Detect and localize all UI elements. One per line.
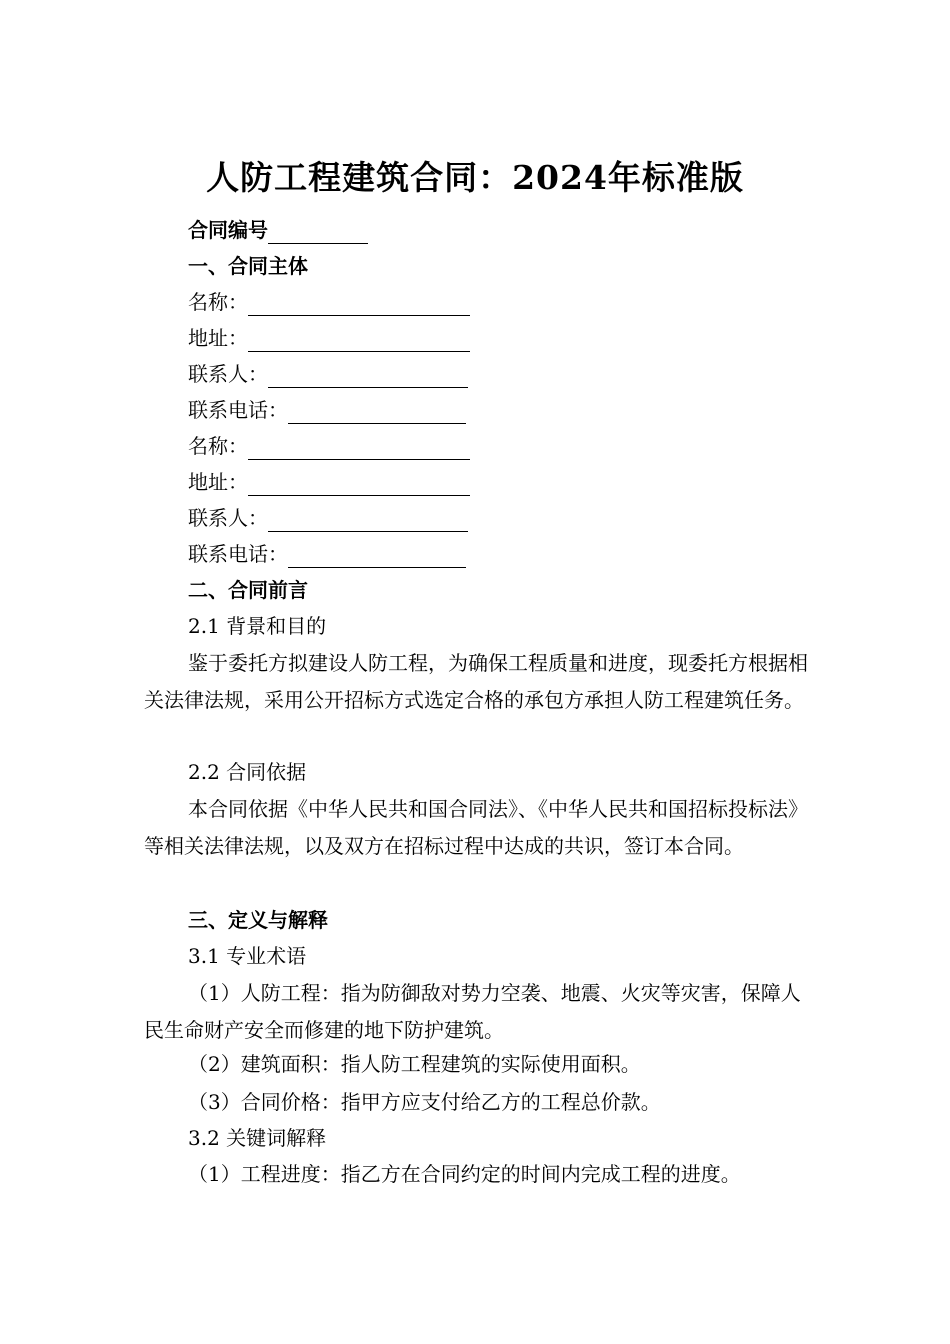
section-heading-2: 二、合同前言 <box>188 578 308 602</box>
party-b-contact-label: 联系人： <box>188 506 268 530</box>
party-b-contact-blank[interactable] <box>268 509 468 532</box>
subheading-3-2: 3.2 关键词解释 <box>188 1126 327 1150</box>
party-a-phone-label: 联系电话： <box>188 398 288 422</box>
party-b-name-blank[interactable] <box>248 437 470 460</box>
party-b-name-line <box>188 432 470 460</box>
term-civil-defense: （1）人防工程：指为防御敌对势力空袭、地震、火灾等灾害，保障人民生命财产安全而修建的地下防护建筑。 <box>144 981 801 1042</box>
term-building-area: （2）建筑面积：指人防工程建筑的实际使用面积。 <box>188 1052 641 1076</box>
party-a-contact-blank[interactable] <box>268 365 468 388</box>
party-b-address-line <box>188 468 470 496</box>
party-b-contact-line <box>188 504 468 532</box>
subheading-2-2: 2.2 合同依据 <box>188 760 307 784</box>
party-b-phone-label: 联系电话： <box>188 542 288 566</box>
section-heading-1: 一、合同主体 <box>188 254 308 278</box>
subheading-3-1: 3.1 专业术语 <box>188 944 307 968</box>
document-title: 人防工程建筑合同：2024年标准版 <box>206 158 744 197</box>
contract-number-blank[interactable] <box>268 221 368 244</box>
section-heading-3: 三、定义与解释 <box>188 908 328 932</box>
party-a-address-line <box>188 324 470 352</box>
party-a-address-label: 地址： <box>188 326 248 350</box>
contract-number-label: 合同编号 <box>188 218 268 242</box>
term-contract-price: （3）合同价格：指甲方应支付给乙方的工程总价款。 <box>188 1090 661 1114</box>
keyword-progress: （1）工程进度：指乙方在合同约定的时间内完成工程的进度。 <box>188 1162 741 1186</box>
party-a-contact-label: 联系人： <box>188 362 268 386</box>
paragraph-background: 鉴于委托方拟建设人防工程，为确保工程质量和进度，现委托方根据相关法律法规，采用公开招标方式选定合格的承包方承担人防工程建筑任务。 <box>144 651 808 712</box>
party-a-contact-line <box>188 360 468 388</box>
party-a-name-label: 名称： <box>188 290 248 314</box>
party-b-phone-line <box>188 540 466 568</box>
party-a-address-blank[interactable] <box>248 329 470 352</box>
party-a-phone-blank[interactable] <box>288 401 466 424</box>
party-b-address-blank[interactable] <box>248 473 470 496</box>
subheading-2-1: 2.1 背景和目的 <box>188 614 327 638</box>
party-a-phone-line <box>188 396 466 424</box>
party-b-phone-blank[interactable] <box>288 545 466 568</box>
paragraph-basis: 本合同依据《中华人民共和国合同法》、《中华人民共和国招标投标法》等相关法律法规，以及双方在招标过程中达成的共识，签订本合同。 <box>144 797 808 858</box>
party-a-name-blank[interactable] <box>248 293 470 316</box>
party-a-name-line <box>188 288 470 316</box>
party-b-address-label: 地址： <box>188 470 248 494</box>
contract-number-line <box>188 216 368 244</box>
party-b-name-label: 名称： <box>188 434 248 458</box>
